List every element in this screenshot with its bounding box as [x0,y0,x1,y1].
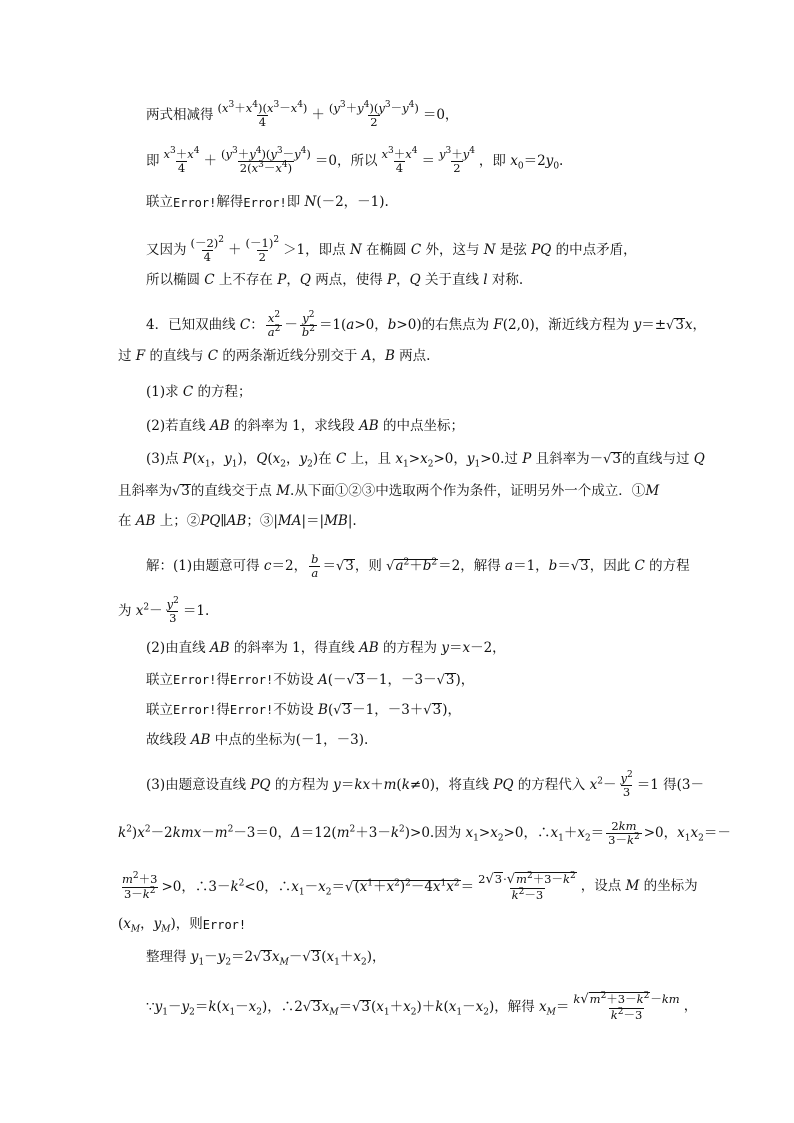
text-line: 解：(1)由题意可得 c＝2， $\frac{b}{a}$ ＝√3，则 $√a^2+b^2=2$，解得 a＝1，b＝√3，因此 C 的方程 [146,552,690,581]
text-line: $k^2)x^2-2kmx-m^2-3=0$，$\Delta=12(m^2+3-k^2)>0$.因为 $x_1>x_2>0$，$\therefore x_1+x_2=$ $\frac{2km}{3-k^2}$ >0，$x_1x_2=-$ [118,819,731,848]
text-line: (2)若直线 AB 的斜率为 1，求线段 AB 的中点坐标； [146,418,465,434]
text-line: 且斜率为√3的直线交于点 M.从下面①②③中选取两个作为条件，证明另外一个成立．①M [118,483,660,499]
text-line: (2)由直线 AB 的斜率为 1，得直线 AB 的方程为 y＝x－2， [146,640,506,656]
text-line: 过 F 的直线与 C 的两条渐近线分别交于 A，B 两点. [118,348,431,364]
text-line: 所以椭圆 C 上不存在 P，Q 两点，使得 P，Q 关于直线 l 对称. [146,272,524,288]
text-line: 在 AB 上；②PQ∥AB；③|MA|＝|MB|. [118,513,357,529]
text-line: 联立 Error! 得 Error! 不妨设 A(－√3－1，－3－√3)， [146,671,475,688]
text-line: 即 $\frac{x^3+x^4}{4}$ ＋ $\frac{(y^3+y^4)(y^3-y^4)}{2(x^3-x^4)}$ ＝0，所以 $\frac{x^3+x^4}{4}$ ＝ $\frac{y^3+y^4}{2}$ ，即 $x_0=2y_0$. [146,146,564,176]
text-line: 两式相减得 $\frac{(x^3+x^4)(x^3-x^4)}{4}$ ＋ $\frac{(y^3+y^4)(y^3-y^4)}{2}$ ＝0， [146,100,459,130]
text-line: ($x_M$，$y_M$)，则 Error! [118,916,247,935]
text-line: $\frac{m^2+3}{3-k^2}$ >0，$\therefore 3-k^2<0$，$\therefore x_1-x_2=√(x^1+x^2)^2-4x^1x^2=$ $\frac{2√3\cdot√m^2+3-k^2}{k^2-3}$ ，设点 M 的坐标为 [122,871,698,902]
text-line: (3)点 $P(x_1$，$y_1$)，$Q(x_2$，$y_2$)在 C 上，且 $x_1>x_2>0$，$y_1>0$.过 P 且斜率为－√3的直线与过 Q [146,451,705,470]
text-line: (3)由题意设直线 PQ 的方程为 y＝kx＋m(k≠0)，将直线 PQ 的方程代入 $x^2-$ $\frac{y^2}{3}$ ＝1 得(3－ [146,770,704,800]
text-line: 故线段 AB 中点的坐标为(－1，－3). [146,732,369,748]
text-line: 4．已知双曲线 C： $\frac{x^2}{a^2}$ － $\frac{y^2}{b^2}$ ＝1(a>0，b>0)的右焦点为 F(2,0)，渐近线方程为 y＝±√3x， [146,310,707,340]
text-line: 联立 Error! 解得 Error! 即 N(－2，－1). [146,194,389,210]
text-line: 为 $x^2-$ $\frac{y^2}{3}$ ＝1. [118,596,210,626]
text-line: 整理得 $y_1-y_2=2√3x_M-√3(x_1+x_2)$， [146,949,386,968]
text-line: (1)求 C 的方程； [146,384,252,400]
text-line: 联立 Error! 得 Error! 不妨设 B(√3－1，－3＋√3)， [146,701,461,718]
text-line: 又因为 $\frac{(-2)^2}{4}$ ＋ $\frac{(-1)^2}{2}$ ＞1，即点 N 在椭圆 C 外，这与 N 是弦 PQ 的中点矛盾， [146,235,637,265]
text-line: $\because y_1-y_2=k(x_1-x_2)$，$\therefore 2√3x_M=√3(x_1+x_2)+k(x_1-x_2)$，解得 $x_M=$ $\frac{k√m^2+3-k^2-km}{k^2-3}$ ， [146,991,698,1022]
